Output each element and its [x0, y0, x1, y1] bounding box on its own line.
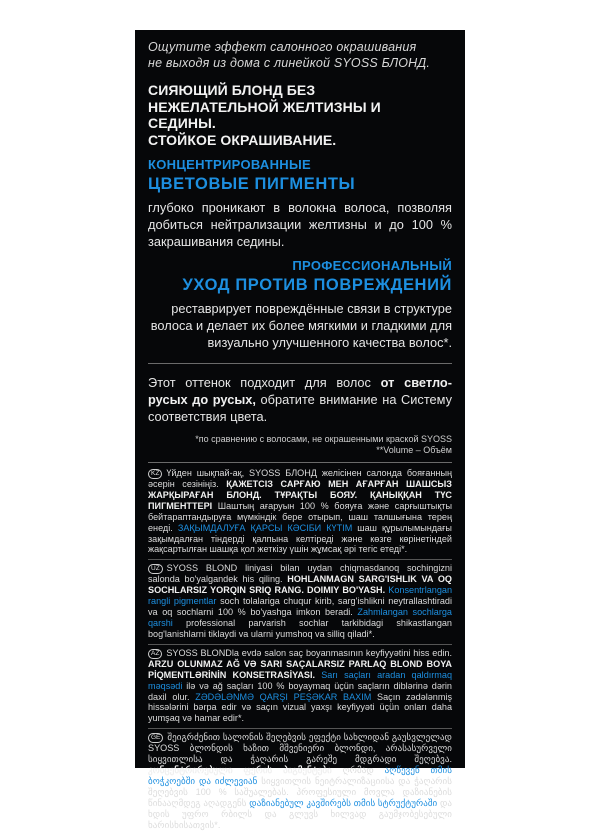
az-language-badge: AZ [148, 649, 162, 659]
az-blue-2: ZƏDƏLƏNMƏ QARŞI PEŞƏKAR BAXIM [195, 691, 372, 702]
shade-suitability-text [148, 374, 452, 425]
ge-blue-2: დაზიანებულ კავშირებს თმის სტრუქტურაში [249, 797, 438, 808]
az-text-3: Saçın zədələnmiş hissələrini bərpa edir və saçın vizual yaxşı keyfiyyəti üçün onları daha yumşaq və hamar edir*. [148, 691, 452, 724]
lead-line-3: СТОЙКОЕ ОКРАШИВАНИЕ. [148, 131, 337, 148]
care-description: реставрирует повреждённые связи в структуре волоса и делает их более мягкими и гладкими для визуально улучшенного качества волос*. [150, 301, 452, 350]
az-block [148, 644, 452, 728]
ge-block [148, 728, 452, 834]
lead-heading [148, 82, 452, 148]
uz-text-3: professional parvarish sochlar tarkibidagi shikastlangan bog'lanishlarni tiklaydi va ularni yumshoq va silliq qiladi*. [148, 617, 452, 639]
multilingual-section [148, 462, 452, 834]
kz-text-1: Үйден шықпай-ақ, SYOSS БЛОНД желісінен салонда бояғанның әсерін сезініңіз. [148, 468, 452, 489]
suitability-before: Этот оттенок подходит для волос [148, 375, 381, 390]
lead-line-1: СИЯЮЩИЙ БЛОНД БЕЗ [148, 82, 316, 98]
kz-text-3: шаш құрылымындағы зақымдалған тіндерді қалпына келтіреді және көзге көрінетіндей жақсартылған шашқа қол жеткізу үшін жұмсақ әрі тегіс етеді*. [148, 522, 452, 555]
kz-blue-1: ЗАҚЫМДАЛУҒА ҚАРСЫ КӘСІБИ КҮТІМ [177, 522, 353, 533]
ge-bold-1: კონცენტრირებული ფერის პიგმენტები [148, 765, 332, 776]
az-blue-1: Sarı saçları aradan qaldırmaq məqsədi [148, 669, 452, 691]
suitability-after: обратите внимание на Систему соответствия цвета. [148, 392, 453, 424]
ge-language-badge: GE [148, 733, 163, 743]
pigments-description: глубоко проникают в волокна волоса, позволяя добиться нейтрализации желтизны и до 100 % закрашивания седины. [148, 200, 452, 249]
uz-blue-1: Konsentrlangan rangli pigmentlar [148, 585, 452, 607]
footnote-1: *по сравнению с волосами, не окрашенными краской SYOSS [195, 434, 452, 444]
ge-text-4: და ხდის უფრო რბილს და გლუვს ხილვად გაუმჯობესებული ხარისხისათვის*. [148, 797, 452, 830]
intro-line-1: Ощутите эффект салонного окрашивания [148, 40, 417, 54]
section-divider [148, 363, 452, 364]
kz-block [148, 468, 452, 559]
care-subheading: ПРОФЕССИОНАЛЬНЫЙ [292, 258, 452, 273]
packaging-text-panel [135, 30, 465, 830]
uz-block [148, 559, 452, 643]
care-heading: УХОД ПРОТИВ ПОВРЕЖДЕНИЙ [182, 276, 452, 294]
pigments-subheading: КОНЦЕНТРИРОВАННЫЕ [148, 157, 311, 172]
ge-text-1: შეიგრძენით სალონის შეღებვის ეფექტი სახლიდან გაუსვლელად SYOSS ბლონდის ხაზით მშვენიერი ბლონდი, არასასურველი სიყვითლისა და ჭაღარის გარეშე მდგრადი შეღებვა. [148, 732, 452, 765]
uz-bold-1: HOHLANMAGN SARG'ISHLIK VA OQ SOCHLARSIZ YORQIN SRIQ RANG. DOIMIY BO'YASH. [148, 574, 452, 596]
footnote-2: **Volume – Объём [376, 445, 452, 455]
intro-text [148, 39, 452, 71]
ge-text-3: სიყვითლის ნეიტრალიზაციისა და ჭაღარის შეღებვის 100 % საშუალებას. პროფესიული მოვლა დაზიანების წინააღმდეგ აღადგენს [148, 775, 453, 808]
uz-text-1: SYOSS BLOND liniyasi bilan uydan chiqmasdanoq sochingizni salonda bo'yalgandek his qiling. [148, 563, 452, 585]
kz-bold-1: ҚАЖЕТСІЗ САРҒАЮ МЕН АҒАРҒАН ШАШСЫЗ ЖАРҚЫРАҒАН БЛОНД. ТҰРАҚТЫ БОЯУ. ҚАНЫҚҚАН ТҮС ПИГМЕНТТЕРІ [148, 479, 452, 511]
uz-language-badge: UZ [148, 564, 163, 574]
pigments-heading: ЦВЕТОВЫЕ ПИГМЕНТЫ [148, 175, 356, 193]
intro-line-2: не выходя из дома с линейкой SYOSS БЛОНД. [148, 56, 431, 70]
kz-language-badge: KZ [148, 469, 162, 479]
az-text-2: ilə və ağ saçları 100 % boyaymaq üçün saçların diblərinə dərin daxil olur. [148, 680, 452, 702]
ge-blue-1: აღწევენ თმის ბოჭკოებში და იძლევიან [148, 765, 452, 786]
az-bold-1: ARZU OLUNMAZ AĞ VƏ SARI SAÇALARSIZ PARLAQ BLOND BOYA PİQMENTLƏRİNİN KONSETRASİYASI. [148, 658, 452, 680]
ge-text-2: ღრმად [331, 765, 385, 776]
uz-text-2: soch tolalariga chuqur kirib, sarg'ishlikni neytrallashtiradi va oq sochlarni 100 % bo'yashga imkon beradi. [148, 596, 452, 618]
suitability-bold: от светло-русых до русых, [148, 375, 452, 407]
az-text-1: SYOSS BLONDla evdə salon saç boyanmasının keyfiyyətini hiss edin. [166, 647, 452, 658]
uz-blue-2: Zahmlangan sochlarga qarshi [148, 607, 452, 628]
kz-text-2: Шаштың ағаруын 100 % бояуға және сарғыштықты бейтараптандыруға мүмкіндік бере отырып, шаш талшығына терең енеді. [148, 500, 452, 533]
lead-line-2: НЕЖЕЛАТЕЛЬНОЙ ЖЕЛТИЗНЫ И СЕДИНЫ. [148, 98, 381, 131]
